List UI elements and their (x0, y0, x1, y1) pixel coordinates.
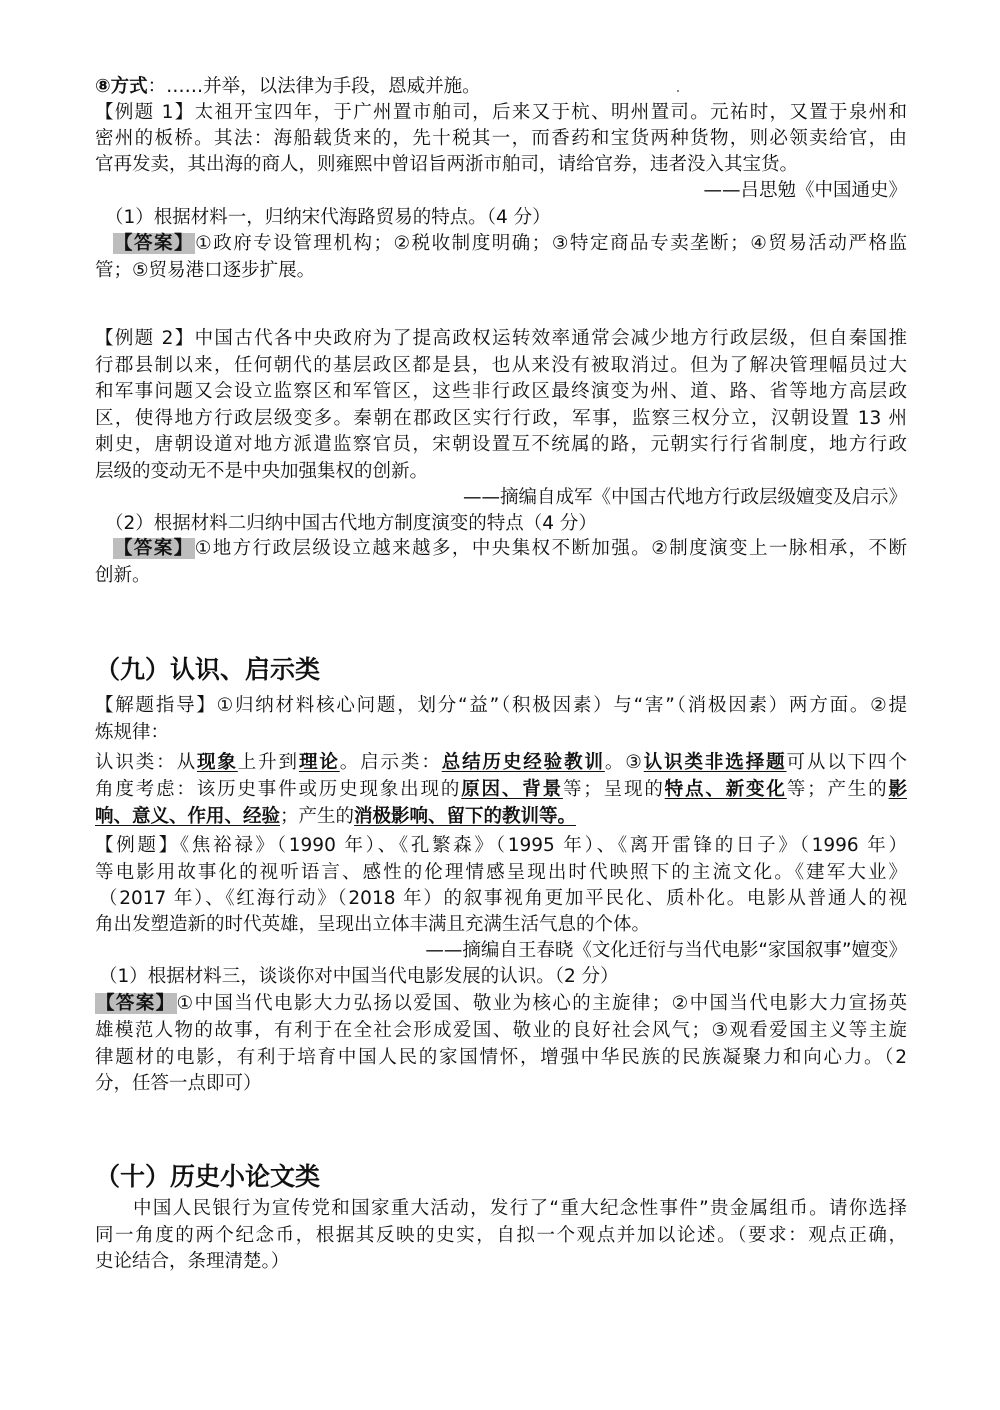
example1-line-1: 【例题 1】太祖开宝四年，于广州置市舶司，后来又于杭、明州置司。元祐时，又置于泉州和 (95, 102, 907, 123)
key-term: 现象 (196, 752, 238, 773)
key-term: 响、意义、作用、经验 (95, 806, 281, 827)
text-run: 角度考虑：该历史事件或历史现象出现的 (95, 779, 462, 800)
method-text: ：……并举，以法律为手段，恩威并施。 (147, 76, 481, 97)
text-run: 等；呈现的 (562, 779, 665, 800)
example3-line-4: 角出发塑造新的时代英雄，呈现出立体丰满且充满生活气息的个体。 (95, 914, 651, 935)
method-label: ⑧方式 (95, 76, 148, 97)
example2-line-5: 刺史，唐朝设道对地方派遣监察官员，宋朝设置互不统属的路，元朝实行行省制度，地方行政 (95, 434, 907, 455)
key-term: 特点、新变化 (664, 779, 787, 800)
example1-line-3: 官再发卖，其出海的商人，则雍熙中曾诏旨两浙市舶司，请给官券，违者没入其宝货。 (95, 154, 799, 175)
example3-answer-line-4: 分，任答一点即可） (95, 1073, 262, 1094)
text-run: 可从以下四个 (786, 752, 907, 773)
key-term: 总结历史经验教训 (441, 752, 605, 773)
example2-line-1: 【例题 2】中国古代各中央政府为了提高政权运转效率通常会减少地方行政层级，但自秦国推 (95, 328, 907, 349)
guide-line-4 (95, 777, 907, 803)
guide-line-3 (95, 750, 907, 776)
example3-source: ——摘编自王春晓《文化迁衍与当代电影“家国叙事”嬗变》 (425, 940, 907, 961)
example3-answer-line-3: 律题材的电影，有利于培育中国人民的家国情怀，增强中华民族的民族凝聚力和向心力。（2 (95, 1047, 907, 1068)
example3-answer-line-2: 雄模范人物的故事，有利于在全社会形成爱国、敬业的良好社会风气；③观看爱国主义等主旋 (95, 1020, 907, 1041)
text-run: 。启示类： (339, 752, 442, 773)
key-term: 认识类非选择题 (643, 752, 787, 773)
stray-dot (677, 90, 679, 92)
answer-text: ①中国当代电影大力弘扬以爱国、敬业为核心的主旋律；②中国当代电影大力宣扬英 (176, 993, 907, 1014)
example1-question: （1）根据材料一，归纳宋代海路贸易的特点。（4 分） (105, 207, 551, 228)
text-run: 上升到 (237, 752, 299, 773)
example2-question: （2）根据材料二归纳中国古代地方制度演变的特点（4 分） (105, 513, 597, 534)
example2-line-2: 行郡县制以来，任何朝代的基层政区都是县，也从来没有被取消过。但为了解决管理幅员过大 (95, 355, 907, 376)
section9-heading: （九）认识、启示类 (95, 655, 321, 684)
answer-tag: 【答案】 (96, 993, 176, 1014)
section10-heading: （十）历史小论文类 (95, 1162, 321, 1191)
key-term: 原因、背景 (461, 779, 563, 800)
text-run: 等；产生的 (786, 779, 889, 800)
example3-answer-line-1 (95, 991, 907, 1017)
example3-line-3: （2017 年）、《红海行动》（2018 年）的叙事视角更加平民化、质朴化。电影从普通人的视 (99, 888, 907, 909)
example3-question: （1）根据材料三，谈谈你对中国当代电影发展的认识。（2 分） (99, 966, 619, 987)
example1-answer-line-1 (113, 231, 907, 257)
example2-line-4: 区，使得地方行政层级变多。秦朝在郡政区实行行政，军事，监察三权分立，汉朝设置 13 州 (95, 408, 907, 429)
example2-answer-line-2: 创新。 (95, 565, 151, 586)
section10-line-1: 中国人民银行为宣传党和国家重大活动，发行了“重大纪念性事件”贵金属组币。请你选择 (133, 1198, 907, 1219)
answer-tag: 【答案】 (114, 233, 195, 254)
section10-line-2: 同一角度的两个纪念币，根据其反映的史实，自拟一个观点并加以论述。（要求：观点正确， (95, 1225, 907, 1246)
section10-line-3: 史论结合，条理清楚。） (95, 1251, 290, 1272)
answer-tag: 【答案】 (114, 538, 194, 559)
example1-answer-line-2: 管；⑤贸易港口逐步扩展。 (95, 260, 316, 281)
example2-line-3: 和军事问题又会设立监察区和军管区，这些非行政区最终演变为州、道、路、省等地方高层政 (95, 381, 907, 402)
key-term: 理论 (298, 752, 340, 773)
key-term: 消极影响、留下的教训等。 (354, 806, 577, 827)
answer-text: ①政府专设管理机构；②税收制度明确；③特定商品专卖垄断；④贸易活动严格监 (195, 233, 907, 254)
example1-source: ——吕思勉《中国通史》 (703, 180, 907, 201)
guide-line-2: 炼规律： (95, 722, 170, 743)
guide-line-1: 【解题指导】①归纳材料核心问题，划分“益”（积极因素）与“害”（消极因素）两方面。②提 (95, 695, 907, 716)
key-term: 影 (888, 779, 907, 800)
answer-text: ①地方行政层级设立越来越多，中央集权不断加强。②制度演变上一脉相承，不断 (194, 538, 907, 559)
example2-source: ——摘编自成军《中国古代地方行政层级嬗变及启示》 (462, 487, 907, 508)
example3-line-2: 等电影用故事化的视听语言、感性的伦理情感呈现出时代映照下的主流文化。《建军大业》 (95, 862, 907, 883)
guide-line-5 (95, 804, 907, 830)
text-run: 。③ (604, 752, 644, 773)
example2-answer-line-1 (113, 536, 907, 562)
text-run: 认识类：从 (95, 752, 197, 773)
text-run: ；产生的 (280, 806, 355, 827)
method-line (95, 74, 907, 100)
example3-line-1: 【例题】《焦裕禄》（1990 年）、《孔繁森》（1995 年）、《离开雷锋的日子》（1996 年） (95, 835, 907, 856)
example2-line-6: 层级的变动无不是中央加强集权的创新。 (95, 461, 429, 482)
example1-line-2: 密州的板桥。其法：海船载货来的，先十税其一，而香药和宝货两种货物，则必领卖给官，由 (95, 128, 907, 149)
